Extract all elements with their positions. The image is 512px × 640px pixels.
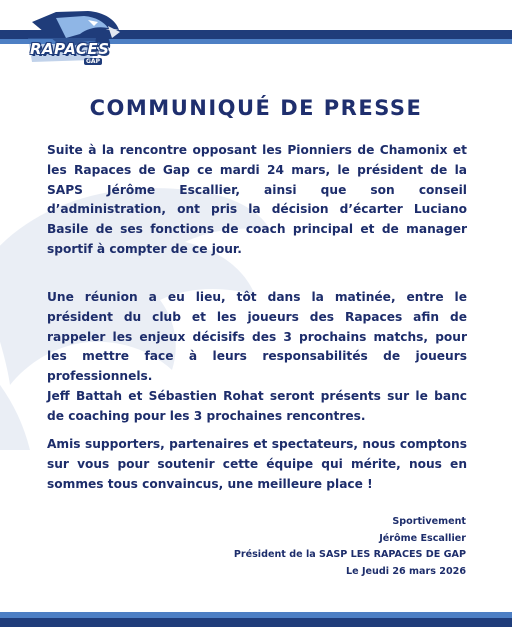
rapaces-logo [26,8,122,74]
signature-role: Président de la SASP LES RAPACES DE GAP [233,549,466,560]
logo-wordmark: RAPACES [30,40,110,58]
logo-city: GAP [86,58,100,65]
paragraph-decision: Suite à la rencontre opposant les Pionniers de Chamonix et les Rapaces de Gap ce mardi 24 mars, le président de la SAPS Jérôme Escallier, ainsi que son conseil d’administration, ont pris la décision d’écarter Luciano Basile de ses fonctions de coach principal et de manager sportif à compter de ce jour. [47,143,467,256]
page-title: COMMUNIQUÉ DE PRESSE [89,96,423,120]
paragraph-meeting: Une réunion a eu lieu, tôt dans la matinée, entre le président du club et les joueurs des Rapaces afin de rappeler les enjeux décisifs des 3 prochains matchs, pour les mettre face à leurs responsabilités de joueurs professionnels. [47,290,467,384]
signature-name: Jérôme Escallier [379,532,466,544]
signature-block [234,514,466,580]
paragraph-coaching: Jeff Battah et Sébastien Rohat seront présents sur le banc de coaching pour les 3 prochaines rencontres. [47,388,467,423]
signature-closing: Sportivement [392,516,466,527]
signature-date: Le Jeudi 26 mars 2026 [345,565,466,577]
paragraph-supporters: Amis supporters, partenaires et spectateurs, nous comptons sur vous pour soutenir cette équipe qui mérite, nous en sommes tous convaincus, une meilleure place ! [47,437,467,491]
bottom-stripe-dark [0,618,512,627]
paragraph-meeting-group [47,288,467,427]
